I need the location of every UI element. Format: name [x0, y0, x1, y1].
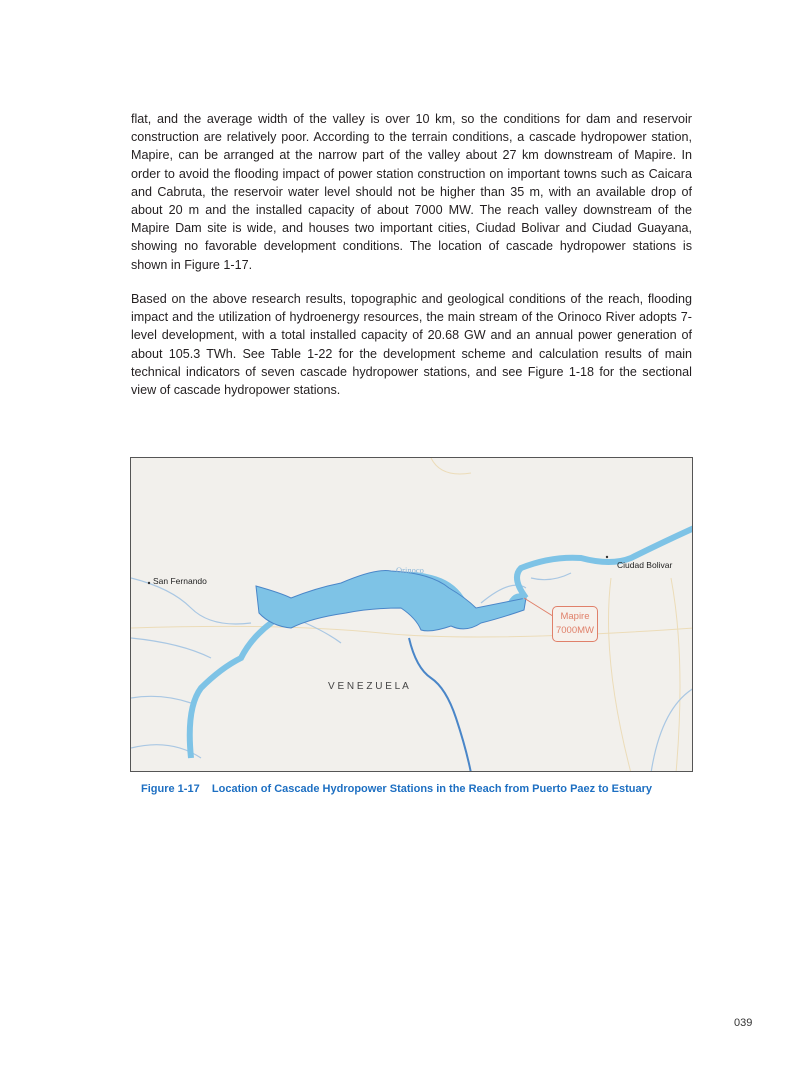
- label-orinoco: Orinoco: [396, 565, 424, 575]
- body-paragraph: flat, and the average width of the valley is over 10 km, so the conditions for dam and reservoir construction are relatively poor. According to the terrain conditions, a cascade hydropower station, Mapire, can be arranged at the narrow part of the valley about 27 km downstream of Mapire. In order to avoid the flooding impact of power station construction on important towns such as Caicara and Cabruta, the reservoir water level should not be higher than 35 m, with an available drop of about 20 m and the installed capacity of about 7000 MW. The reach valley downstream of the Mapire Dam site is wide, and houses two important cities, Ciudad Bolivar and Ciudad Guayana, showing no favorable development conditions. The location of cascade hydropower stations is shown in Figure 1-17.: [131, 112, 692, 272]
- figure-caption: Figure 1-17 Location of Cascade Hydropower Stations in the Reach from Puerto Paez to Estuary: [141, 783, 652, 795]
- station-name: Mapire: [560, 611, 590, 622]
- southern-tributary: [409, 638, 471, 772]
- page-number: 039: [734, 1017, 753, 1029]
- map-graphic: [131, 458, 693, 772]
- body-paragraph: Based on the above research results, topographic and geological conditions of the reach, flooding impact and the utilization of hydroenergy resources, the main stream of the Orinoco River adopts 7-level development, with a total installed capacity of 20.68 GW and an annual power generation of about 105.3 TWh. See Table 1-22 for the development scheme and calculation results of main technical indicators of seven cascade hydropower stations, and see Figure 1-18 for the sectional view of cascade hydropower stations.: [131, 292, 692, 398]
- station-capacity: 7000MW: [555, 625, 594, 636]
- label-san-fernando: San Fernando: [153, 576, 207, 586]
- label-country: V E N E Z U E L A: [328, 681, 409, 692]
- mapire-callout: [552, 606, 598, 642]
- label-ciudad-bolivar: Ciudad Bolivar: [617, 560, 673, 570]
- city-marker-ciudad-bolivar: [606, 556, 608, 558]
- city-marker-san-fernando: [148, 582, 150, 584]
- reservoir-area: [256, 571, 526, 631]
- figure-map: [130, 457, 693, 772]
